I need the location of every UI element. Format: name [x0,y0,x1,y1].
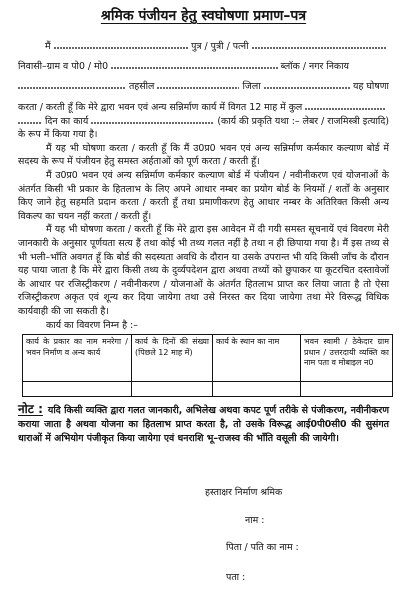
signature-label: हस्ताक्षर निर्माण श्रमिक [205,487,283,498]
declarant-details [18,37,389,97]
work-statement-text: करता / करती हूँ कि मेरे द्वारा भवन एवं अन्य सन्निर्माण कार्य में विगत 12 माह में कुल [18,102,303,113]
district-text: जिला [242,81,261,92]
blank-village-post [111,67,278,69]
residence-text: निवासी–ग्राम व पो0 / मो0 [18,61,109,72]
blank-cell-responsible-person [301,382,393,397]
tehsil-district-row [18,77,389,97]
aadhaar-consent-paragraph: मैं उ0प्र0 भवन एवं अन्य सन्निर्माण कर्मकार कल्याण बोर्ड में पंजीयन / नवीनीकरण एवं योजनाओं के अंतर्गत किसी भी प्रकार के हितलाभ के लिए अपने आधार नम्बर का प्रयोग बोर्ड के नियमों / शर्तों के अनुसार किए जाने हेतु सहमति प्रदान करता / करती हूँ तथा प्रमाणीकरण हेतु आधार नम्बर के अतिरिक्त किसी अन्य विकल्प का चयन नहीं करता / करती हूँ। [18,169,389,222]
column-responsible-person: भवन स्वामी / ठेकेदार ग्राम प्रधान / उत्तरदायी व्यक्ति का नाम पता व मोबाइल न0 [301,335,393,382]
blank-days-count [18,122,42,124]
table-header-row [23,335,393,382]
blank-cell-work-place [213,382,301,397]
guardian-name-label: पिता / पति का नाम : [226,542,299,553]
blank-cell-work-days [132,382,213,397]
title-bar [18,6,389,26]
work-statement-line [18,101,389,115]
table-row [23,382,393,397]
blank-district [264,87,350,89]
blank-tehsil [157,87,239,89]
days-work-text: दिन का कार्य [45,115,89,127]
tehsil-text: तहसील [128,81,155,92]
blank-block [18,87,126,89]
blank-work-type [91,122,214,124]
block-text: ब्लॉक / नगर निकाय [280,61,349,72]
work-nature-line [18,115,389,129]
blank-total-days [305,108,386,110]
column-work-days: कार्य के दिनों की संख्या (पिछले 12 माह में) [132,335,213,382]
work-closing-line [18,128,389,142]
legal-note [18,402,389,446]
blank-cell-work-type [23,382,132,397]
work-details-heading: कार्य का विवरण निम्न है :– [46,319,138,331]
work-statement [18,101,389,142]
blank-worker-name [54,47,188,49]
truthfulness-paragraph: मैं यह भी घोषणा करता / करती हूँ कि मेरे द्वारा इस आवेदन में दी गयी समस्त सूचनायें एवं विवरण मेरी जानकारी के अनुसार पूर्णयता सत्य हैं तथा कोई भी तथ्य गलत नहीं है तथा न ही छिपाया गया है। मैं इस तथ्य से भी भली–भाँति अवगत हूँ कि बोर्ड की सदस्यता अवधि के दौरान या उसके उपरान्त भी यदि किसी जाँच के दौरान यह पाया जाता है कि मेरे द्वारा किसी तथ्य के दुर्व्यपदेशन द्वारा अथवा तथ्यों को छुपाकर या कूटरचित दस्तावेजों के आधार पर रजिस्ट्रीकरण / नवीनीकरण / योजनाओं के अंतर्गत हितलाभ प्राप्त कर लिया जाता है तो ऐसा रजिस्ट्रीकरण अकृत एवं शून्य कर दिया जायेगा तथा उसे निरस्त कर दिया जायेगा तथा मेरे विरूद्ध विधिक कार्यवाही की जा सकती है। [18,224,389,317]
eligibility-paragraph: मैं यह भी घोषणा करता / करती हूँ कि मैं उ0प्र0 भवन एवं अन्य सन्निर्माण कर्मकार कल्याण बोर्ड में सदस्य के रूप में पंजीयन हेतु समस्त अर्हताओं को पूर्ण करता / करती हूँ। [18,142,389,168]
column-work-place: कार्य के स्थान का नाम [213,335,301,382]
address-label: पता : [226,572,246,583]
declare-text: यह घोषणा [353,81,389,92]
note-label: नोट : [18,402,43,417]
blank-relative-name [252,47,386,49]
pronoun-text: मैं [45,41,51,52]
work-nature-text: (कार्य की प्रकृति यथा :– लेबर / राजमिस्त्री इत्यादि) [217,115,389,127]
document-title: श्रमिक पंजीयन हेतु स्वघोषणा प्रमाण–पत्र [100,8,307,24]
residence-row [18,57,389,77]
work-closing-text: के रूप में किया गया है। [18,129,98,141]
relation-text: पुत्र / पुत्री / पत्नी [191,41,249,52]
signature-block [205,486,299,585]
work-details-table [22,334,393,397]
column-work-type: कार्य के प्रकार का नाम मनरेगा / भवन निर्माण व अन्य कार्य [23,335,132,382]
name-label: नाम : [245,515,265,526]
note-text: यदि किसी व्यक्ति द्वारा गलत जानकारी, अभिलेख अथवा कपट पूर्ण तरीके से पंजीकरण, नवीनीकरण कराया जाता है अथवा योजना का हितलाभ प्राप्त करता है, तो उसके विरूद्ध आई0पी0सी0 की सुसंगत धाराओं में अभियोग पंजीकृत किया जायेगा एवं धनराशि भू–राजस्व की भाँति वसूली की जायेगी। [18,405,389,445]
declarant-name-row [18,37,389,57]
